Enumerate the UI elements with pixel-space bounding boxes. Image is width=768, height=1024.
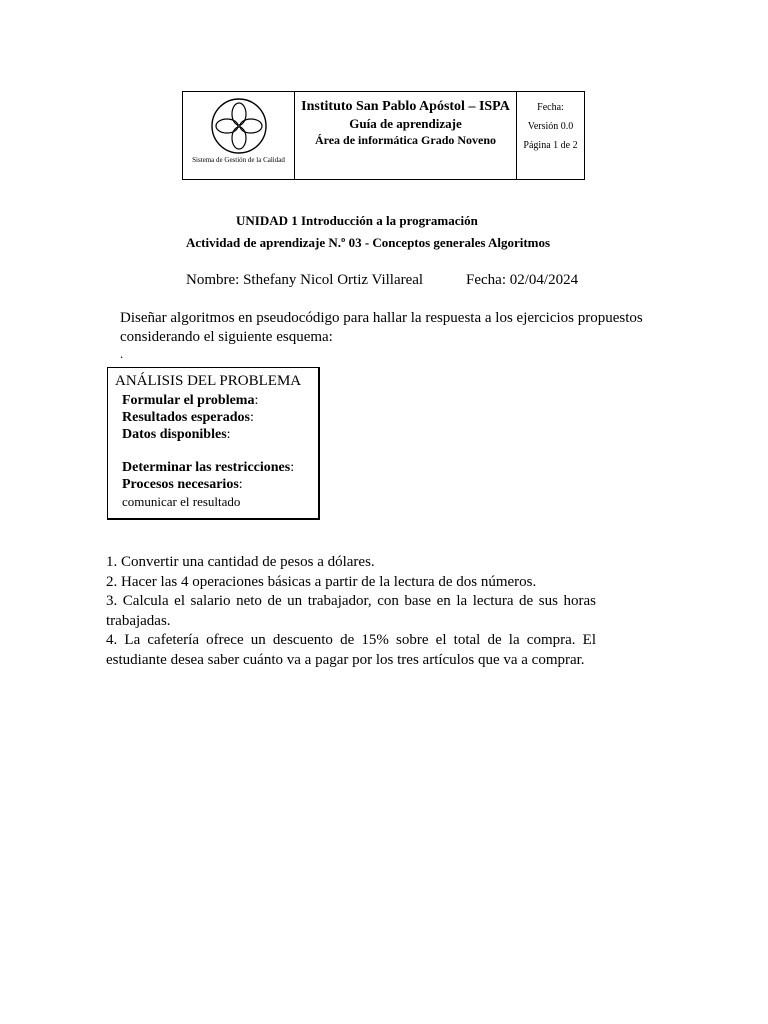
- institution-cell: [295, 92, 517, 179]
- unit-title: UNIDAD 1 Introducción a la programación: [236, 213, 478, 228]
- student-name: Nombre: Sthefany Nicol Ortiz Villareal: [186, 272, 424, 288]
- exercise-item: 4. La cafetería ofrece un descuento de 15% sobre el total de la compra. El estudiante desea saber cuánto va a pagar por los tres artículos que va a comprar.: [106, 632, 596, 668]
- flower-logo-icon: [210, 97, 268, 155]
- exercise-item: 1. Convertir una cantidad de pesos a dólares.: [106, 554, 375, 570]
- analysis-item: Resultados esperados:: [122, 410, 254, 425]
- analysis-heading: ANÁLISIS DEL PROBLEMA: [115, 373, 302, 389]
- exercise-item: 2. Hacer las 4 operaciones básicas a partir de la lectura de dos números.: [106, 573, 537, 590]
- meta-cell: [517, 92, 584, 179]
- analysis-list: [122, 392, 294, 510]
- logo-caption: Sistema de Gestión de la Calidad: [192, 156, 285, 164]
- exercise-item: 3. Calcula el salario neto de un trabajador, con base en la lectura de sus horas trabajadas.: [106, 593, 596, 629]
- area-title: Área de informática Grado Noveno: [314, 133, 497, 147]
- analysis-footer: comunicar el resultado: [122, 494, 241, 509]
- activity-title: Actividad de aprendizaje N.º 03 - Conceptos generales Algoritmos: [186, 235, 551, 250]
- analysis-item: Formular el problema:: [122, 393, 259, 408]
- exercise-list: [106, 553, 596, 670]
- guide-title: Guía de aprendizaje: [349, 116, 462, 131]
- student-date: Fecha: 02/04/2024: [466, 272, 579, 288]
- logo-cell: [183, 92, 295, 179]
- intro-dot: .: [120, 346, 124, 361]
- fecha-label: Fecha:: [537, 102, 564, 113]
- analysis-item: Procesos necesarios:: [122, 477, 243, 492]
- analysis-item: Determinar las restricciones:: [122, 460, 295, 475]
- institution-name: Instituto San Pablo Apóstol – ISPA: [301, 99, 510, 114]
- page-label: Página 1 de 2: [523, 140, 578, 151]
- instructions-paragraph: Diseñar algoritmos en pseudocódigo para hallar la respuesta a los ejercicios propuestos considerando el siguiente esquema:: [120, 310, 643, 345]
- version-label: Versión 0.0: [527, 121, 574, 132]
- analysis-box: [107, 367, 320, 520]
- analysis-item: Datos disponibles:: [122, 427, 231, 442]
- document-header: [182, 91, 585, 180]
